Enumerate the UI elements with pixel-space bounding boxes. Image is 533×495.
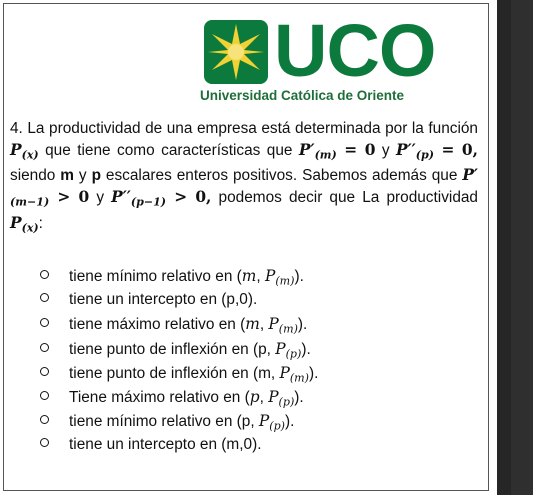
radio-circle-icon bbox=[40, 415, 49, 424]
condition-2: $P''_{(p)}$ bbox=[396, 140, 434, 161]
radio-circle-icon bbox=[40, 293, 49, 302]
function-symbol-2: $P_{(x)}$ bbox=[10, 213, 39, 234]
condition-4: $P''_{(p-1)}$ bbox=[111, 187, 167, 209]
condition-1: $P'_{(m)}$ bbox=[298, 140, 337, 161]
option-7[interactable]: tiene mínimo relativo en (p, $P_{(p)}$). bbox=[40, 409, 480, 433]
logo-subtitle: Universidad Católica de Oriente bbox=[200, 88, 405, 103]
answer-options bbox=[40, 264, 480, 458]
option-1[interactable]: tiene mínimo relativo en (m, $P_{(m)}$). bbox=[40, 264, 480, 288]
radio-circle-icon bbox=[40, 270, 49, 279]
sun-star-icon bbox=[204, 20, 268, 84]
function-symbol: $P_{(x)}$ bbox=[10, 140, 39, 161]
logo-wordmark: UCO bbox=[274, 9, 436, 92]
scrollbar-track[interactable] bbox=[511, 0, 533, 495]
university-logo bbox=[198, 9, 460, 108]
right-scrollbar[interactable] bbox=[497, 0, 533, 495]
radio-circle-icon bbox=[40, 391, 49, 400]
question-text: 4. La productividad de una empresa está determinada por la función $P_{(x)}$ que tiene como características que $P'_{(m)} = 0$ y $P''_{(p)} = 0$, siendo m y p escalares enteros positivos. Sabemos además que $P'_{(m-1)} > 0$ y $P''_{(p-1)} > 0$, podemos decir que La productividad $P_{(x)}$: bbox=[10, 120, 478, 234]
condition-3: $P'_{(m-1)}$ bbox=[10, 166, 478, 209]
radio-circle-icon bbox=[40, 318, 49, 327]
option-4[interactable]: tiene punto de inflexión en (p, $P_{(p)}$). bbox=[40, 337, 480, 361]
option-3[interactable]: tiene máximo relativo en (m, $P_{(m)}$). bbox=[40, 312, 480, 336]
radio-circle-icon bbox=[40, 438, 49, 447]
option-8[interactable]: tiene un intercepto en (m,0). bbox=[40, 433, 480, 457]
option-5[interactable]: tiene punto de inflexión en (m, $P_{(m)}$). bbox=[40, 361, 480, 385]
radio-circle-icon bbox=[40, 367, 49, 376]
option-6[interactable]: Tiene máximo relativo en (p, $P_{(p)}$). bbox=[40, 385, 480, 409]
option-2[interactable]: tiene un intercepto en (p,0). bbox=[40, 288, 480, 312]
radio-circle-icon bbox=[40, 343, 49, 352]
